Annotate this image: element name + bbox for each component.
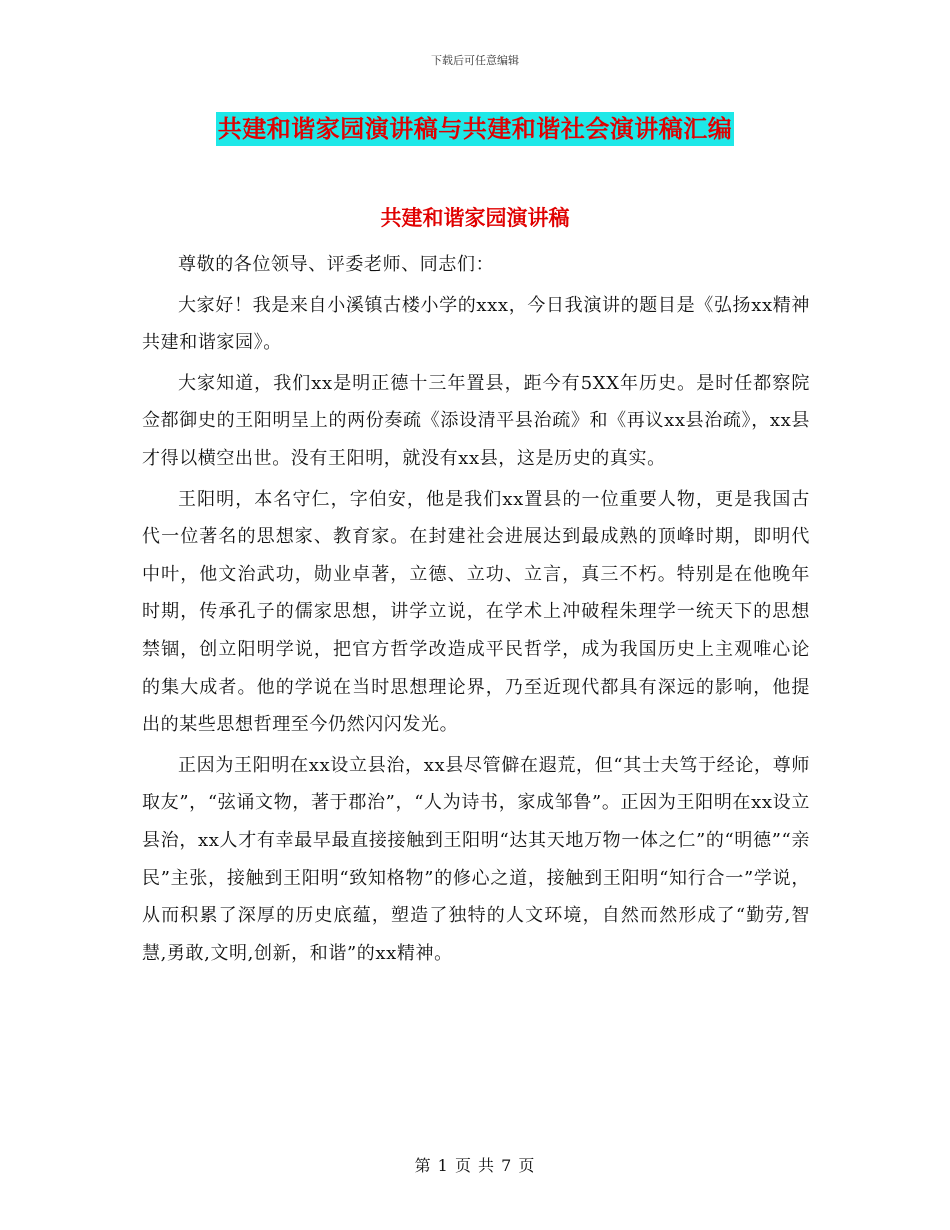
header-note: 下载后可任意编辑 <box>431 54 519 67</box>
body-text <box>142 246 810 975</box>
document-title-container <box>0 112 950 146</box>
paragraph: 大家好！我是来自小溪镇古楼小学的xxx，今日我演讲的题目是《弘扬xx精神 共建和谐家园》。 <box>142 294 810 354</box>
paragraph-salutation: 尊敬的各位领导、评委老师、同志们： <box>178 254 495 275</box>
paragraph: 大家知道，我们xx是明正德十三年置县，距今有5XX年历史。是时任都察院佥都御史的王阳明呈上的两份奏疏《添设清平县治疏》和《再议xx县治疏》，xx县才得以横空出世。没有王阳明，就没有xx县，这是历史的真实。 <box>142 372 810 469</box>
section-title: 共建和谐家园演讲稿 <box>380 205 570 230</box>
paragraph: 王阳明，本名守仁，字伯安，他是我们xx置县的一位重要人物，更是我国古代一位著名的思想家、教育家。在封建社会进展达到最成熟的顶峰时期，即明代中叶，他文治武功，勋业卓著，立德、立功、立言，真三不朽。特别是在他晚年时期，传承孔子的儒家思想，讲学立说，在学术上冲破程朱理学一统天下的思想禁锢，创立阳明学说，把官方哲学改造成平民哲学，成为我国历史上主观唯心论的集大成者。他的学说在当时思想理论界，乃至近现代都具有深远的影响，他提出的某些思想哲理至今仍然闪闪发光。 <box>142 488 810 736</box>
document-title: 共建和谐家园演讲稿与共建和谐社会演讲稿汇编 <box>216 112 735 146</box>
page-number-footer: 第 1 页 共 7 页 <box>414 1156 536 1175</box>
paragraph: 正因为王阳明在xx设立县治，xx县尽管僻在遐荒，但“其士夫笃于经论，尊师取友”，“弦诵文物，著于郡治”，“人为诗书，家成邹鲁”。正因为王阳明在xx设立县治，xx人才有幸最早最直接接触到王阳明“达其天地万物一体之仁”的“明德”“亲民”主张，接触到王阳明“致知格物”的修心之道，接触到王阳明“知行合一”学说，从而积累了深厚的历史底蕴，塑造了独特的人文环境，自然而然形成了“勤劳,智慧,勇敢,文明,创新，和谐”的xx精神。 <box>142 754 810 964</box>
